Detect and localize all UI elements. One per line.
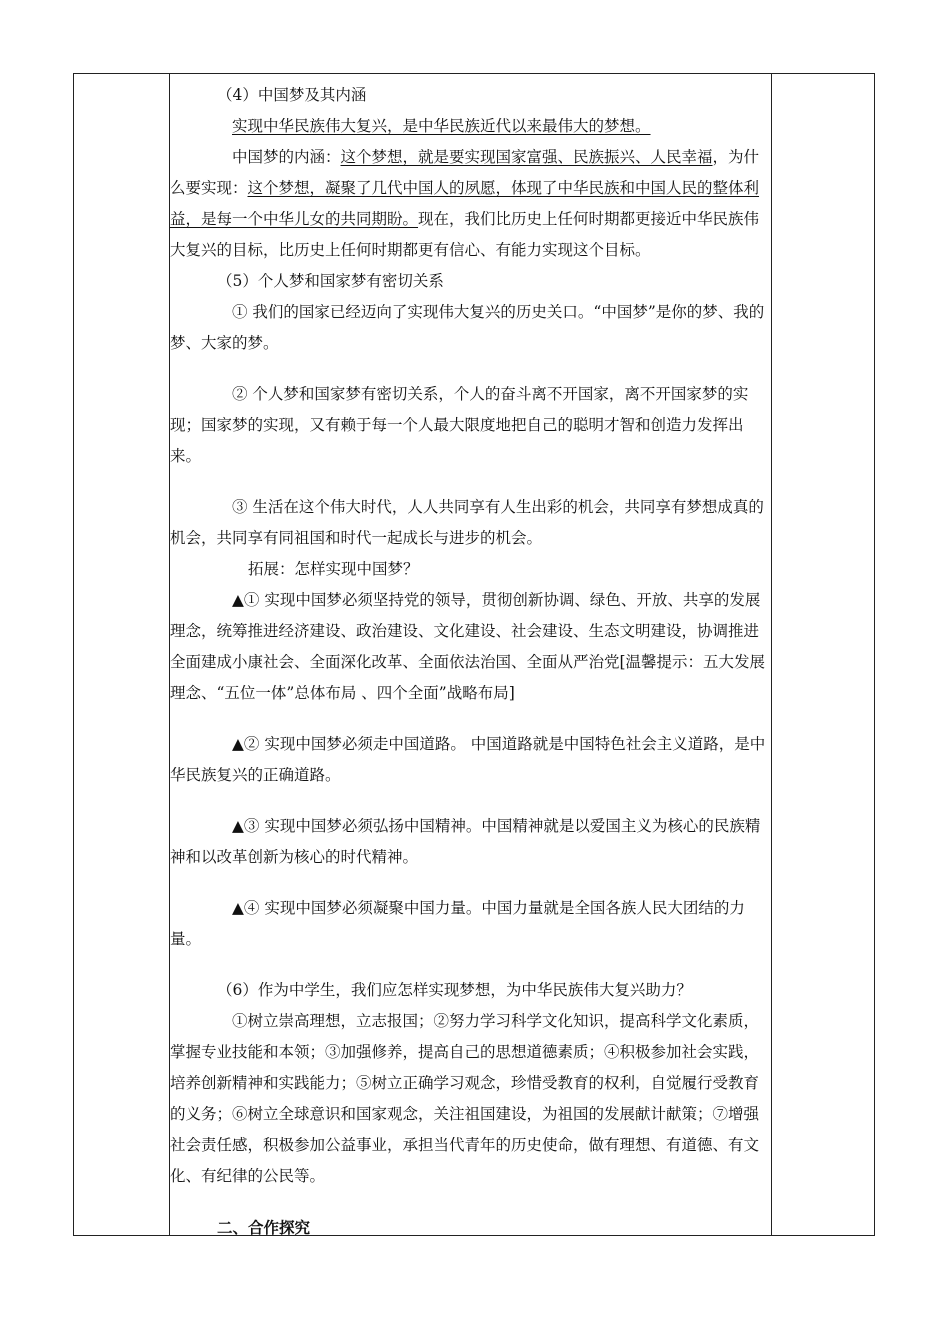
extension-item-4: ▲④ 实现中国梦必须凝聚中国力量。中国力量就是全国各族人民大团结的力量。 [170, 899, 745, 948]
section-6-heading: （6）作为中学生，我们应怎样实现梦想，为中华民族伟大复兴助力？ [217, 981, 692, 999]
why-text: 这个梦想，凝聚了几代中国人的夙愿，体现了中华民族和中国人民的整体利益，是每一个中华儿女的共同期盼。 [170, 179, 760, 228]
column-divider [771, 74, 772, 1235]
section-5-item-2: ② 个人梦和国家梦有密切关系，个人的奋斗离不开国家，离不开国家梦的实现；国家梦的实现，又有赖于每一个人最大限度地把自己的聪明才智和创造力发挥出来。 [170, 385, 749, 465]
section-5-heading: （5）个人梦和国家梦有密切关系 [217, 272, 444, 290]
section-4-statement: 实现中华民族伟大复兴，是中华民族近代以来最伟大的梦想。 [232, 117, 651, 135]
connotation-text: 这个梦想，就是要实现国家富强、民族振兴、人民幸福 [340, 148, 713, 166]
why-label: ，为什么要实现： [170, 148, 760, 197]
main-content-cell [170, 80, 770, 1243]
section-5-item-1: ① 我们的国家已经迈向了实现伟大复兴的历史关口。“中国梦”是你的梦、我的梦、大家的梦。 [170, 303, 765, 352]
section-5-item-3: ③ 生活在这个伟大时代，人人共同享有人生出彩的机会，共同享有梦想成真的机会，共同享有同祖国和时代一起成长与进步的机会。 [170, 498, 764, 547]
section-4-heading: （4）中国梦及其内涵 [217, 86, 367, 104]
section-2-heading: 二、合作探究 [217, 1218, 311, 1237]
extension-item-1: ▲① 实现中国梦必须坚持党的领导，贯彻创新协调、绿色、开放、共享的发展理念，统筹推进经济建设、政治建设、文化建设、社会建设、生态文明建设，协调推进全面建成小康社会、全面深化改革、全面依法治国、全面从严治党[温馨提示：五大发展理念、“五位一体”总体布局 、四个全面”战略布局] [170, 591, 766, 702]
connotation-label: 中国梦的内涵： [232, 148, 341, 166]
extension-item-2: ▲② 实现中国梦必须走中国道路。 中国道路就是中国特色社会主义道路，是中华民族复兴的正确道路。 [170, 735, 766, 784]
extension-item-3: ▲③ 实现中国梦必须弘扬中国精神。中国精神就是以爱国主义为核心的民族精神和以改革创新为核心的时代精神。 [170, 817, 761, 866]
extension-heading: 拓展：怎样实现中国梦？ [248, 560, 419, 578]
section-4-connotation [170, 142, 770, 266]
section-6-body: ①树立崇高理想，立志报国；②努力学习科学文化知识，提高科学文化素质，掌握专业技能和本领；③加强修养，提高自己的思想道德素质；④积极参加社会实践，培养创新精神和实践能力；⑤树立正确学习观念，珍惜受教育的权利，自觉履行受教育的义务；⑥树立全球意识和国家观念，关注祖国建设，为祖国的发展献计献策；⑦增强社会责任感，积极参加公益事业，承担当代青年的历史使命，做有理想、有道德、有文化、有纪律的公民等。 [170, 1012, 760, 1185]
section-4-rest: 现在，我们比历史上任何时期都更接近中华民族伟大复兴的目标，比历史上任何时期都更有信心、有能力实现这个目标。 [170, 210, 760, 259]
